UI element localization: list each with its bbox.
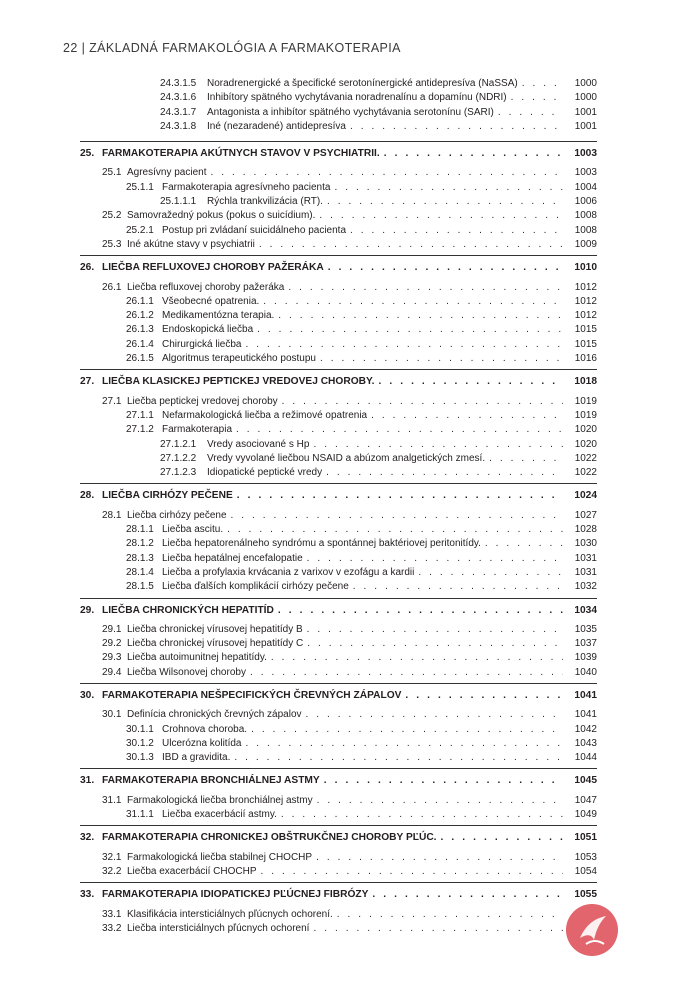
dot-leader bbox=[371, 409, 563, 423]
toc-entry bbox=[80, 537, 597, 551]
entry-title: Chirurgická liečba bbox=[162, 338, 242, 350]
entry-number: 27.1.1 bbox=[126, 409, 154, 421]
toc-entry bbox=[80, 908, 597, 922]
dot-leader bbox=[306, 708, 563, 722]
toc-entry bbox=[80, 395, 597, 409]
entry-page-number: 1016 bbox=[574, 353, 597, 365]
dot-leader bbox=[278, 309, 563, 323]
dot-leader bbox=[316, 851, 563, 865]
chapter-entry bbox=[80, 825, 597, 845]
entry-title: Liečba ascitu. bbox=[162, 524, 224, 536]
entry-page-number: 1012 bbox=[574, 281, 597, 293]
entry-page-number: 1012 bbox=[574, 295, 597, 307]
toc-entry bbox=[80, 352, 597, 366]
dot-leader bbox=[350, 120, 563, 134]
entry-title: Liečba chronickej vírusovej hepatitídy B bbox=[127, 623, 303, 635]
chapter-entry bbox=[80, 255, 597, 275]
dot-leader bbox=[511, 91, 563, 105]
dot-leader bbox=[324, 774, 563, 788]
entry-page-number: 1001 bbox=[574, 106, 597, 118]
entry-title: Liečba a profylaxia krvácania z varixov v ezofágu a kardii bbox=[162, 566, 415, 578]
toc-entry bbox=[80, 238, 597, 252]
entry-page-number: 1034 bbox=[574, 604, 597, 616]
entry-number: 27.1.2.2 bbox=[160, 452, 197, 464]
chapter-entry bbox=[80, 768, 597, 788]
entry-page-number: 1006 bbox=[574, 196, 597, 208]
toc-entry bbox=[80, 808, 597, 822]
entry-title: Liečba intersticiálnych pľúcnych ochorení bbox=[127, 922, 310, 934]
toc-entry bbox=[80, 708, 597, 722]
entry-title: Liečba chronickej vírusovej hepatitídy C bbox=[127, 638, 304, 650]
dot-leader bbox=[282, 395, 563, 409]
dot-leader bbox=[350, 224, 563, 238]
entry-page-number: 1019 bbox=[574, 395, 597, 407]
entry-title: LIEČBA CIRHÓZY PEČENE bbox=[102, 490, 233, 502]
entry-number: 29.3 bbox=[102, 652, 122, 664]
dot-leader bbox=[227, 523, 563, 537]
dot-leader bbox=[317, 794, 563, 808]
entry-page-number: 1027 bbox=[574, 509, 597, 521]
entry-number: 33.1 bbox=[102, 908, 122, 920]
toc-entry bbox=[80, 77, 597, 91]
dot-leader bbox=[307, 623, 563, 637]
dot-leader bbox=[250, 666, 563, 680]
toc-entry bbox=[80, 195, 597, 209]
entry-number: 31.1 bbox=[102, 794, 122, 806]
entry-page-number: 1019 bbox=[574, 409, 597, 421]
entry-number: 32.2 bbox=[102, 865, 122, 877]
dot-leader bbox=[313, 438, 563, 452]
entry-number: 32.1 bbox=[102, 851, 122, 863]
entry-page-number: 1031 bbox=[574, 566, 597, 578]
toc-entry bbox=[80, 794, 597, 808]
toc-entry bbox=[80, 623, 597, 637]
toc-entry bbox=[80, 851, 597, 865]
toc-entry bbox=[80, 509, 597, 523]
entry-page-number: 1053 bbox=[574, 851, 597, 863]
entry-page-number: 1041 bbox=[574, 689, 597, 701]
entry-number: 33. bbox=[80, 889, 95, 901]
dot-leader bbox=[259, 238, 563, 252]
entry-title: Farmakologická liečba stabilnej CHOCHP bbox=[127, 851, 313, 863]
entry-page-number: 1024 bbox=[574, 490, 597, 502]
toc-entry bbox=[80, 224, 597, 238]
running-header: 22 | ZÁKLADNÁ FARMAKOLÓGIA A FARMAKOTERAPIA bbox=[63, 41, 401, 55]
entry-number: 27.1.2 bbox=[126, 424, 154, 436]
entry-number: 25.3 bbox=[102, 238, 122, 250]
entry-number: 29.2 bbox=[102, 638, 122, 650]
entry-title: LIEČBA KLASICKEJ PEPTICKEJ VREDOVEJ CHOROBY. bbox=[102, 376, 375, 388]
entry-page-number: 1008 bbox=[574, 210, 597, 222]
entry-number: 29.1 bbox=[102, 623, 122, 635]
entry-number: 25.1 bbox=[102, 167, 122, 179]
entry-number: 27. bbox=[80, 376, 95, 388]
entry-number: 24.3.1.6 bbox=[160, 92, 197, 104]
entry-page-number: 1040 bbox=[574, 666, 597, 678]
entry-number: 24.3.1.7 bbox=[160, 106, 197, 118]
entry-title: Definícia chronických črevných zápalov bbox=[127, 709, 302, 721]
toc-entry bbox=[80, 580, 597, 594]
entry-title: Agresívny pacient bbox=[127, 167, 207, 179]
entry-title: Iné akútne stavy v psychiatrii bbox=[127, 238, 255, 250]
entry-number: 30. bbox=[80, 689, 95, 701]
toc-entry bbox=[80, 423, 597, 437]
entry-page-number: 1051 bbox=[574, 832, 597, 844]
entry-number: 25.2 bbox=[102, 210, 122, 222]
dot-leader bbox=[271, 651, 563, 665]
dot-leader bbox=[378, 375, 563, 389]
entry-page-number: 1015 bbox=[574, 338, 597, 350]
entry-page-number: 1022 bbox=[574, 452, 597, 464]
toc-entry bbox=[80, 120, 597, 134]
entry-title: Noradrenergické a špecifické serotonínergické antidepresíva (NaSSA) bbox=[207, 78, 518, 89]
entry-page-number: 1042 bbox=[574, 723, 597, 735]
dot-leader bbox=[263, 295, 563, 309]
entry-number: 26. bbox=[80, 262, 95, 274]
dot-leader bbox=[278, 604, 563, 618]
entry-page-number: 1041 bbox=[574, 709, 597, 721]
entry-title: Medikamentózna terapia. bbox=[162, 310, 275, 322]
entry-title: Crohnova choroba. bbox=[162, 723, 248, 735]
dot-leader bbox=[320, 352, 563, 366]
entry-number: 28.1.3 bbox=[126, 552, 154, 564]
dot-leader bbox=[231, 509, 563, 523]
entry-page-number: 1022 bbox=[574, 467, 597, 479]
toc-entry bbox=[80, 438, 597, 452]
toc-entry bbox=[80, 323, 597, 337]
dot-leader bbox=[337, 908, 563, 922]
entry-page-number: 1028 bbox=[574, 524, 597, 536]
entry-number: 28. bbox=[80, 490, 95, 502]
dot-leader bbox=[245, 737, 563, 751]
entry-title: Liečba refluxovej choroby pažeráka bbox=[127, 281, 285, 293]
entry-title: Nefarmakologická liečba a režimové opatrenia bbox=[162, 409, 368, 421]
entry-title: Liečba cirhózy pečene bbox=[127, 509, 227, 521]
dot-leader bbox=[441, 831, 563, 845]
entry-page-number: 1047 bbox=[574, 794, 597, 806]
toc-entry bbox=[80, 666, 597, 680]
dot-leader bbox=[328, 261, 563, 275]
entry-number: 26.1.5 bbox=[126, 353, 154, 365]
entry-title: Liečba exacerbácií astmy. bbox=[162, 809, 277, 821]
dot-leader bbox=[307, 637, 563, 651]
entry-page-number: 1001 bbox=[574, 120, 597, 132]
entry-page-number: 1037 bbox=[574, 638, 597, 650]
entry-title: FARMAKOTERAPIA AKÚTNYCH STAVOV V PSYCHIATRII. bbox=[102, 148, 380, 160]
dot-leader bbox=[485, 537, 563, 551]
toc-entry bbox=[80, 295, 597, 309]
entry-number: 25.1.1 bbox=[126, 181, 154, 193]
dot-leader bbox=[257, 323, 563, 337]
entry-title: FARMAKOTERAPIA NEŠPECIFICKÝCH ČREVNÝCH ZÁPALOV bbox=[102, 689, 402, 701]
toc-entry bbox=[80, 751, 597, 765]
dot-leader bbox=[489, 452, 563, 466]
dot-leader bbox=[405, 689, 563, 703]
entry-number: 30.1 bbox=[102, 709, 122, 721]
dot-leader bbox=[384, 147, 563, 161]
publisher-logo-icon bbox=[566, 904, 618, 956]
toc-entry bbox=[80, 281, 597, 295]
entry-number: 30.1.1 bbox=[126, 723, 154, 735]
entry-number: 25.2.1 bbox=[126, 224, 154, 236]
entry-title: Farmakoterapia bbox=[162, 424, 233, 436]
entry-page-number: 1004 bbox=[574, 181, 597, 193]
toc-entry bbox=[80, 106, 597, 120]
dot-leader bbox=[313, 922, 563, 936]
chapter-entry bbox=[80, 483, 597, 503]
entry-title: Liečba ďalších komplikácií cirhózy pečene bbox=[162, 581, 349, 593]
entry-number: 25.1.1.1 bbox=[160, 196, 197, 208]
entry-number: 26.1.3 bbox=[126, 324, 154, 336]
entry-number: 29. bbox=[80, 604, 95, 616]
entry-title: Liečba autoimunitnej hepatitídy. bbox=[127, 652, 267, 664]
entry-number: 27.1 bbox=[102, 395, 122, 407]
chapter-entry bbox=[80, 882, 597, 902]
entry-title: FARMAKOTERAPIA BRONCHIÁLNEJ ASTMY bbox=[102, 775, 320, 787]
toc-entry bbox=[80, 566, 597, 580]
entry-title: FARMAKOTERAPIA CHRONICKEJ OBŠTRUKČNEJ CHOROBY PĽÚC. bbox=[102, 832, 437, 844]
entry-page-number: 1018 bbox=[574, 376, 597, 388]
entry-title: LIEČBA REFLUXOVEJ CHOROBY PAŽERÁKA bbox=[102, 262, 324, 274]
entry-page-number: 1012 bbox=[574, 310, 597, 322]
entry-title: Klasifikácia intersticiálnych pľúcnych ochorení. bbox=[127, 908, 333, 920]
entry-page-number: 1039 bbox=[574, 652, 597, 664]
dot-leader bbox=[498, 106, 563, 120]
entry-number: 28.1.1 bbox=[126, 524, 154, 536]
entry-page-number: 1054 bbox=[574, 865, 597, 877]
entry-page-number: 1000 bbox=[574, 92, 597, 104]
entry-page-number: 1003 bbox=[574, 167, 597, 179]
entry-number: 28.1.5 bbox=[126, 581, 154, 593]
entry-number: 29.4 bbox=[102, 666, 122, 678]
entry-number: 26.1.1 bbox=[126, 295, 154, 307]
entry-title: Farmakologická liečba bronchiálnej astmy bbox=[127, 794, 313, 806]
dot-leader bbox=[288, 281, 563, 295]
entry-number: 30.1.2 bbox=[126, 737, 154, 749]
entry-number: 30.1.3 bbox=[126, 752, 154, 764]
entry-page-number: 1020 bbox=[574, 438, 597, 450]
dot-leader bbox=[251, 723, 563, 737]
entry-page-number: 1035 bbox=[574, 623, 597, 635]
dot-leader bbox=[307, 552, 563, 566]
entry-title: LIEČBA CHRONICKÝCH HEPATITÍD bbox=[102, 604, 274, 616]
toc-entry bbox=[80, 922, 597, 936]
entry-page-number: 1049 bbox=[574, 809, 597, 821]
entry-title: Liečba hepatálnej encefalopatie bbox=[162, 552, 303, 564]
toc-entry bbox=[80, 338, 597, 352]
toc-entry bbox=[80, 452, 597, 466]
toc-entry bbox=[80, 523, 597, 537]
toc-entry bbox=[80, 651, 597, 665]
dot-leader bbox=[245, 338, 563, 352]
entry-page-number: 1015 bbox=[574, 324, 597, 336]
entry-page-number: 1055 bbox=[574, 889, 597, 901]
dot-leader bbox=[522, 77, 563, 91]
entry-title: Liečba Wilsonovej choroby bbox=[127, 666, 246, 678]
dot-leader bbox=[319, 209, 563, 223]
entry-page-number: 1000 bbox=[574, 78, 597, 89]
chapter-entry bbox=[80, 369, 597, 389]
dot-leader bbox=[353, 580, 563, 594]
dot-leader bbox=[237, 489, 563, 503]
entry-number: 28.1.4 bbox=[126, 566, 154, 578]
dot-leader bbox=[261, 865, 564, 879]
toc-entry bbox=[80, 209, 597, 223]
dot-leader bbox=[334, 181, 563, 195]
entry-page-number: 1043 bbox=[574, 737, 597, 749]
entry-title: Iné (nezaradené) antidepresíva bbox=[207, 120, 346, 132]
entry-title: Liečba peptickej vredovej choroby bbox=[127, 395, 278, 407]
entry-page-number: 1009 bbox=[574, 238, 597, 250]
toc-entry bbox=[80, 737, 597, 751]
entry-number: 31.1.1 bbox=[126, 809, 154, 821]
dot-leader bbox=[418, 566, 563, 580]
dot-leader bbox=[327, 195, 563, 209]
entry-title: Vredy asociované s Hp bbox=[207, 438, 310, 450]
dot-leader bbox=[234, 751, 563, 765]
toc-entry bbox=[80, 552, 597, 566]
toc-entry bbox=[80, 309, 597, 323]
entry-title: Ulcerózna kolitída bbox=[162, 737, 242, 749]
entry-page-number: 1030 bbox=[574, 538, 597, 550]
entry-number: 24.3.1.8 bbox=[160, 120, 197, 132]
entry-title: Inhibítory spätného vychytávania noradrenalínu a dopamínu (NDRI) bbox=[207, 92, 507, 104]
entry-title: Farmakoterapia agresívneho pacienta bbox=[162, 181, 331, 193]
chapter-entry bbox=[80, 141, 597, 161]
entry-number: 24.3.1.5 bbox=[160, 78, 197, 89]
entry-title: Liečba exacerbácií CHOCHP bbox=[127, 865, 257, 877]
entry-title: Vredy vyvolané liečbou NSAID a abúzom analgetických zmesí. bbox=[207, 452, 486, 464]
entry-title: Všeobecné opatrenia. bbox=[162, 295, 260, 307]
entry-title: Postup pri zvládaní suicidálneho pacienta bbox=[162, 224, 347, 236]
entry-number: 32. bbox=[80, 832, 95, 844]
dot-leader bbox=[281, 808, 563, 822]
entry-number: 28.1 bbox=[102, 509, 122, 521]
entry-number: 26.1 bbox=[102, 281, 122, 293]
entry-number: 33.2 bbox=[102, 922, 122, 934]
entry-title: Samovražedný pokus (pokus o suicídium). bbox=[127, 210, 316, 222]
entry-title: Liečba hepatorenálneho syndrómu a spontánnej baktériovej peritonitídy. bbox=[162, 538, 481, 550]
entry-title: FARMAKOTERAPIA IDIOPATICKEJ PĽÚCNEJ FIBRÓZY bbox=[102, 889, 369, 901]
chapter-entry bbox=[80, 598, 597, 618]
entry-page-number: 1010 bbox=[574, 262, 597, 274]
entry-page-number: 1045 bbox=[574, 775, 597, 787]
entry-number: 26.1.4 bbox=[126, 338, 154, 350]
entry-page-number: 1031 bbox=[574, 552, 597, 564]
entry-page-number: 1044 bbox=[574, 752, 597, 764]
entry-number: 28.1.2 bbox=[126, 538, 154, 550]
entry-page-number: 1032 bbox=[574, 581, 597, 593]
entry-page-number: 1003 bbox=[574, 148, 597, 160]
dot-leader bbox=[236, 423, 563, 437]
toc-entry bbox=[80, 637, 597, 651]
toc-entry bbox=[80, 166, 597, 180]
entry-title: Antagonista a inhibítor spätného vychytávania serotonínu (SARI) bbox=[207, 106, 494, 118]
entry-number: 27.1.2.3 bbox=[160, 467, 197, 479]
entry-number: 26.1.2 bbox=[126, 310, 154, 322]
entry-title: IBD a gravidita. bbox=[162, 752, 231, 764]
table-of-contents bbox=[80, 77, 597, 936]
toc-entry bbox=[80, 723, 597, 737]
entry-title: Algoritmus terapeutického postupu bbox=[162, 353, 316, 365]
dot-leader bbox=[211, 166, 564, 180]
entry-page-number: 1008 bbox=[574, 224, 597, 236]
entry-title: Endoskopická liečba bbox=[162, 324, 254, 336]
toc-entry bbox=[80, 409, 597, 423]
dot-leader bbox=[326, 466, 563, 480]
entry-number: 31. bbox=[80, 775, 95, 787]
toc-entry bbox=[80, 466, 597, 480]
dot-leader bbox=[372, 888, 563, 902]
entry-title: Rýchla trankvilizácia (RT). bbox=[207, 196, 323, 208]
entry-number: 25. bbox=[80, 148, 95, 160]
toc-entry bbox=[80, 865, 597, 879]
toc-entry bbox=[80, 181, 597, 195]
entry-page-number: 1020 bbox=[574, 424, 597, 436]
entry-title: Idiopatické peptické vredy bbox=[207, 467, 323, 479]
entry-number: 27.1.2.1 bbox=[160, 438, 197, 450]
chapter-entry bbox=[80, 683, 597, 703]
toc-entry bbox=[80, 91, 597, 105]
